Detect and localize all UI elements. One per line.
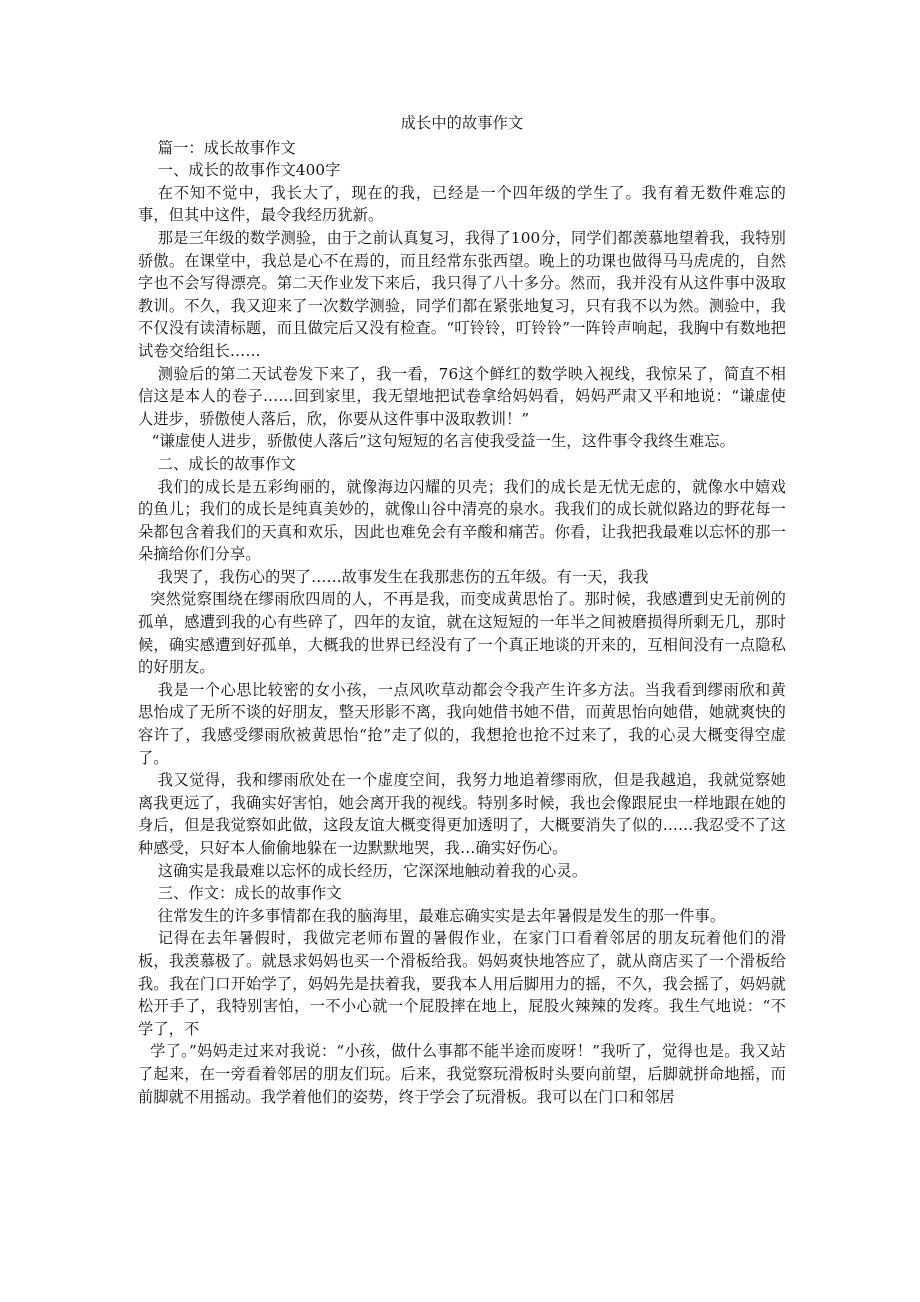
document-page: [138, 112, 786, 1108]
section-heading-2: 二、成长的故事作文: [157, 454, 296, 473]
paragraph: 我们的成长是五彩绚丽的，就像海边闪耀的贝壳；我们的成长是无忧无虑的，就像水中嬉戏的鱼儿；我们的成长是纯真美妙的，就像山谷中清亮的泉水。我我们的成长就似路边的野花每一朵都包含着我们的天真和欢乐，因此也难免会有辛酸和痛苦。你看，让我把我最难以忘怀的那一朵摘给你们分享。: [138, 477, 786, 564]
paragraph: 测验后的第二天试卷发下来了，我一看，76这个鲜红的数学映入视线，我惊呆了，简直不相信这是本人的卷子……回到家里，我无望地把试卷拿给妈妈看，妈妈严肃又平和地说：“谦虚使人进步，骄傲使人落后，欣，你要从这件事中汲取教训！”: [138, 364, 786, 428]
paragraph: 我是一个心思比较密的女小孩，一点风吹草动都会令我产生许多方法。当我看到缪雨欣和黄思怡成了无所不谈的好朋友，整天形影不离，我向她借书她不借，而黄思怡向她借，她就爽快的容许了，我感受缪雨欣被黄思怡“抢”走了似的，我想抢也抢不过来了，我的心灵大概变得空虚了。: [138, 680, 786, 767]
section-heading-1: 一、成长的故事作文400字: [157, 161, 341, 180]
paragraph: “谦虚使人进步，骄傲使人落后”这句短短的名言使我受益一生，这件事令我终生难忘。: [151, 432, 735, 451]
paragraph: 往常发生的许多事情都在我的脑海里，最难忘确实实是去年暑假是发生的那一件事。: [157, 906, 726, 925]
paragraph: 我哭了，我伤心的哭了……故事发生在我那悲伤的五年级。有一天，我我: [157, 567, 649, 586]
document-title: 成长中的故事作文: [400, 114, 524, 132]
paragraph: 我又觉得，我和缪雨欣处在一个虚度空间，我努力地追着缪雨欣，但是我越追，我就觉察她离我更远了，我确实好害怕，她会离开我的视线。特别多时候，我也会像跟屁虫一样地跟在她的身后，但是我觉察如此做，这段友谊大概变得更加透明了，大概要消失了似的……我忍受不了这种感受，只好本人偷偷地躲在一边默默地哭，我…确实好伤心。: [138, 771, 786, 857]
section-heading-part-one: 篇一：成长故事作文: [157, 138, 296, 157]
paragraph: 学了。”妈妈走过来对我说：“小孩，做什么事都不能半途而废呀！”我听了，觉得也是。我又站了起来，在一旁看着邻居的朋友们玩。后来，我觉察玩滑板时头要向前望，后脚就拼命地摇，而前脚就不用摇动。我学着他们的姿势，终于学会了玩滑板。我可以在门口和邻居: [138, 1042, 786, 1106]
paragraph: 在不知不觉中，我长大了，现在的我，已经是一个四年级的学生了。我有着无数件难忘的事，但其中这件，最令我经历犹新。: [138, 183, 786, 225]
section-heading-3: 三、作文：成长的故事作文: [157, 884, 342, 903]
paragraph: 记得在去年暑假时，我做完老师布置的暑假作业，在家门口看着邻居的朋友玩着他们的滑板，我羡慕极了。就恳求妈妈也买一个滑板给我。妈妈爽快地答应了，就从商店买了一个滑板给我。我在门口开始学了，妈妈先是扶着我，要我本人用后脚用力的摇，不久，我会摇了，妈妈就松开手了，我特别害怕，一不小心就一个屁股摔在地上，屁股火辣辣的发疼。我生气地说：“不学了，不: [138, 929, 786, 1038]
paragraph: 那是三年级的数学测验，由于之前认真复习，我得了100分，同学们都羡慕地望着我，我特别骄傲。在课堂中，我总是心不在焉的，而且经常东张西望。晚上的功课也做得马马虎虎的，自然字也不会写得漂亮。第二天作业发下来后，我只得了八十多分。然而，我并没有从这件事中汲取教训。不久，我又迎来了一次数学测验，同学们都在紧张地复习，只有我不以为然。测验中，我不仅没有读清标题，而且做完后又没有检查。“叮铃铃，叮铃铃”一阵铃声响起，我胸中有数地把试卷交给组长……: [138, 228, 786, 360]
paragraph: 突然觉察围绕在缪雨欣四周的人，不再是我，而变成黄思怡了。那时候，我感遭到史无前例的孤单，感遭到我的心有些碎了，四年的友谊，就在这短短的一年半之间被磨损得所剩无几，那时候，确实感遭到好孤单，大概我的世界已经没有了一个真正地谈的开来的，互相间没有一点隐私的好朋友。: [138, 590, 786, 677]
paragraph: 这确实是我最难以忘怀的成长经历，它深深地触动着我的心灵。: [157, 861, 588, 880]
